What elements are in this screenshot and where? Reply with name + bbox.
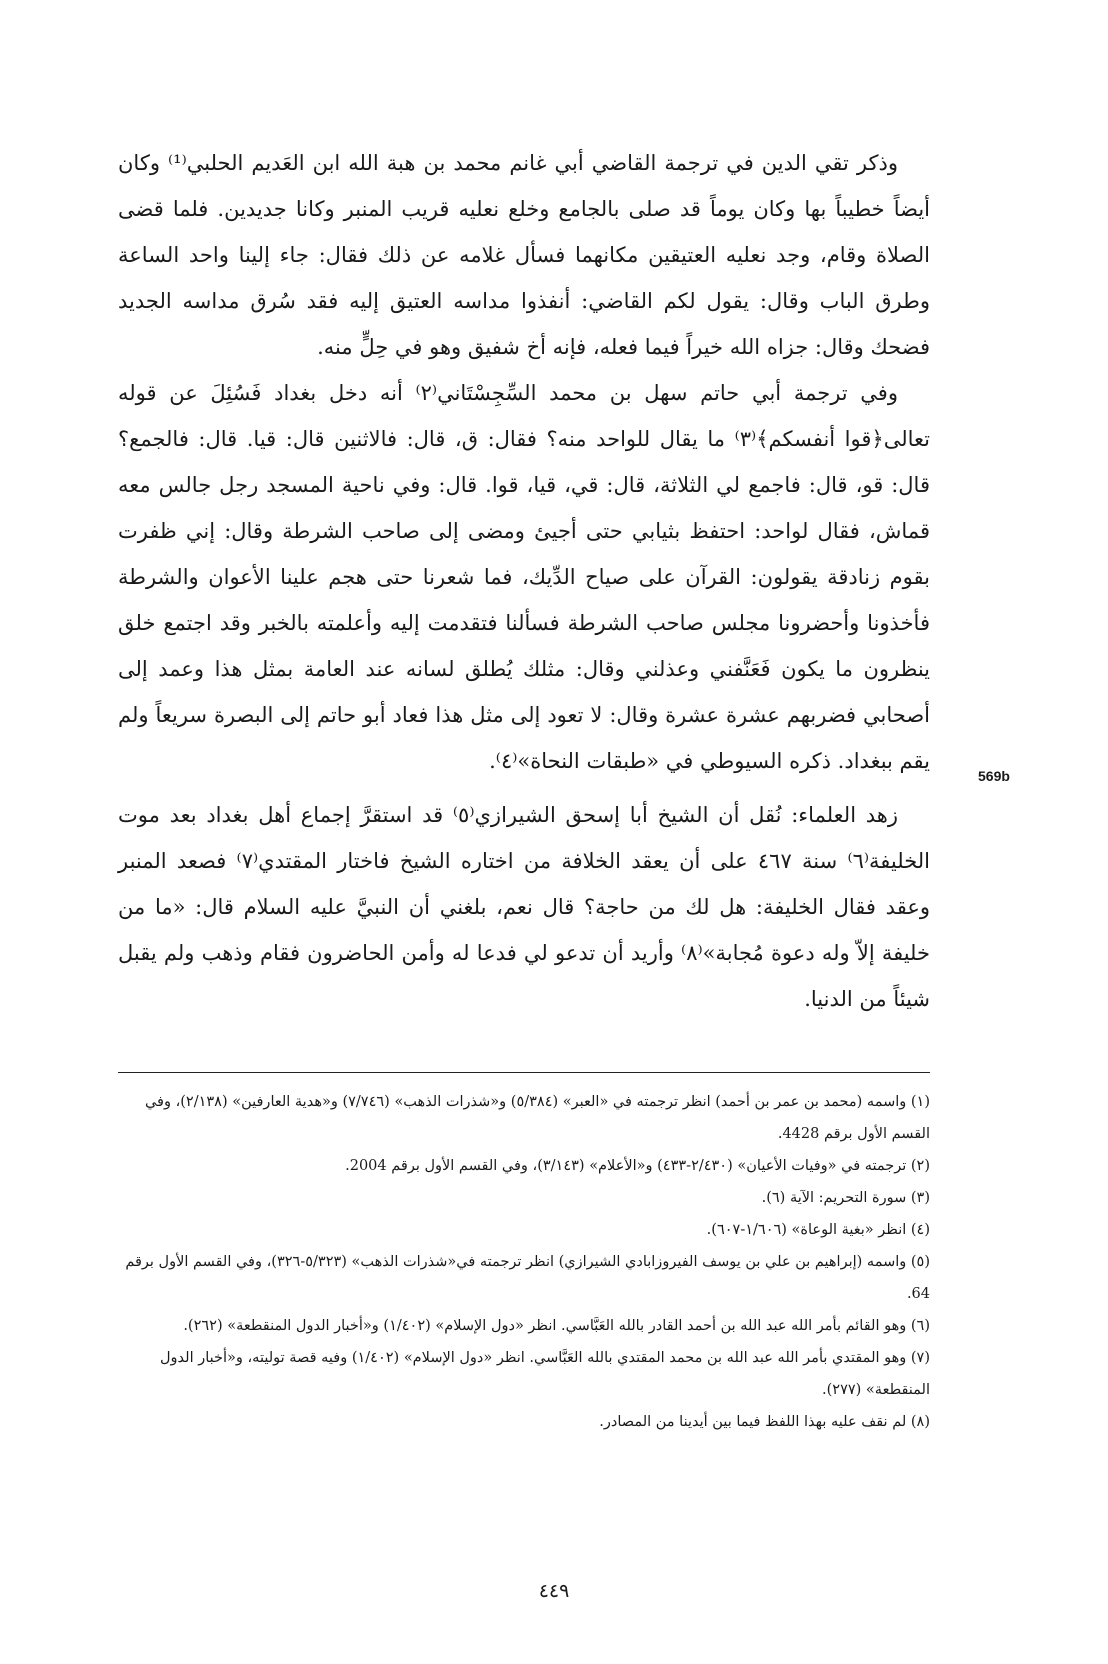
footnote-2: (٢) ترجمته في «وفيات الأعيان» (٢/٤٣٠-٤٣٣) و«الأعلام» (٣/١٤٣)، وفي القسم الأول برقم 2004. [345, 1158, 930, 1174]
paragraph-zuhd-al-ulama: زهد العلماء: نُقل أن الشيخ أبا إسحق الشيرازي⁽٥⁾ قد استقرَّ إجماع أهل بغداد بعد موت الخليفة⁽٦⁾ سنة ٤٦٧ على أن يعقد الخلافة من اختاره الشيخ فاختار المقتدي⁽٧⁾ فصعد المنبر وعقد فقال الخليفة: هل لك من حاجة؟ قال نعم، بلغني أن النبيَّ عليه السلام قال: «ما من خليفة إلاّ وله دعوة مُجابة»⁽٨⁾ وأريد أن تدعو لي فدعا له وأمن الحاضرون فقام وذهب ولم يقبل شيئاً من الدنيا. [118, 803, 931, 1011]
footnotes [118, 1086, 930, 1438]
margin-folio-note: 569b [978, 768, 1010, 784]
footnote-5: (٥) واسمه (إبراهيم بن علي بن يوسف الفيروزابادي الشيرازي) انظر ترجمته في«شذرات الذهب» (٥/٣٢٣-٣٢٦)، وفي القسم الأول برقم 64. [125, 1254, 930, 1302]
footnote-1: (١) واسمه (محمد بن عمر بن أحمد) انظر ترجمته في «العبر» (٥/٣٨٤) و«شذرات الذهب» (٧/٧٤٦) و«هدية العارفين» (٢/١٣٨)، وفي القسم الأول برقم 4428. [144, 1094, 930, 1142]
footnote-4: (٤) انظر «بغية الوعاة» (١/٦٠٦-٦٠٧). [706, 1222, 930, 1238]
footnote-3: (٣) سورة التحريم: الآية (٦). [761, 1190, 930, 1206]
paragraph-abu-hatim: وفي ترجمة أبي حاتم سهل بن محمد السِّجِسْتَاني⁽٢⁾ أنه دخل بغداد فَسُئِلَ عن قوله تعالى﴿قوا أنفسكم﴾⁽٣⁾ ما يقال للواحد منه؟ فقال: ق، قال: فالاثنين قال: قيا. قال: فالجمع؟ قال: قو، قال: فاجمع لي الثلاثة، قال: قي، قيا، قوا. قال: وفي ناحية المسجد رجل جالس معه قماش، فقال لواحد: احتفظ بثيابي حتى أجيئ ومضى إلى صاحب الشرطة وقال: إني ظفرت بقوم زنادقة يقولون: القرآن على صياح الدِّيك، فما شعرنا حتى هجم علينا الأعوان والشرطة فأخذونا وأحضرونا مجلس صاحب الشرطة فسألنا فتقدمت إليه وأعلمته بالخبر وقد اجتمع خلق ينظرون ما يكون فَعَنَّفني وعذلني وقال: مثلك يُطلق لسانه عند العامة بمثل هذا وعمد إلى أصحابي فضربهم عشرة عشرة وقال: لا تعود إلى مثل هذا فعاد أبو حاتم إلى البصرة سريعاً ولم يقم ببغداد. ذكره السيوطي في «طبقات النحاة»⁽٤⁾. [118, 381, 930, 773]
page-number: ٤٤٩ [538, 1580, 570, 1602]
footnote-8: (٨) لم نقف عليه بهذا اللفظ فيما بين أيدينا من المصادر. [599, 1414, 930, 1430]
main-text [118, 140, 930, 1022]
footnote-separator [118, 1072, 930, 1073]
footnote-6: (٦) وهو القائم بأمر الله عبد الله بن أحمد القادر بالله العَبَّاسي. انظر «دول الإسلام» (١/٤٠٢) و«أخبار الدول المنقطعة» (٢٦٢). [183, 1318, 930, 1334]
footnote-7: (٧) وهو المقتدي بأمر الله عبد الله بن محمد المقتدي بالله العَبَّاسي. انظر «دول الإسلام» (١/٤٠٢) وفيه قصة توليته، و«أخبار الدول المنقطعة» (٢٧٧). [160, 1350, 930, 1398]
paragraph-ibn-al-adim: وذكر تقي الدين في ترجمة القاضي أبي غانم محمد بن هبة الله ابن العَديم الحلبي⁽¹⁾ وكان أيضاً خطيباً بها وكان يوماً قد صلى بالجامع وخلع نعليه قريب المنبر وكانا جديدين. فلما قضى الصلاة وقام، وجد نعليه العتيقين مكانهما فسأل غلامه عن ذلك فقال: جاء إلينا واحد الساعة وطرق الباب وقال: يقول لكم القاضي: أنفذوا مداسه العتيق إليه فقد سُرق مداسه الجديد فضحك وقال: جزاه الله خيراً فيما فعله، فإنه أخ شفيق وهو في حِلٍّ منه. [118, 151, 930, 359]
